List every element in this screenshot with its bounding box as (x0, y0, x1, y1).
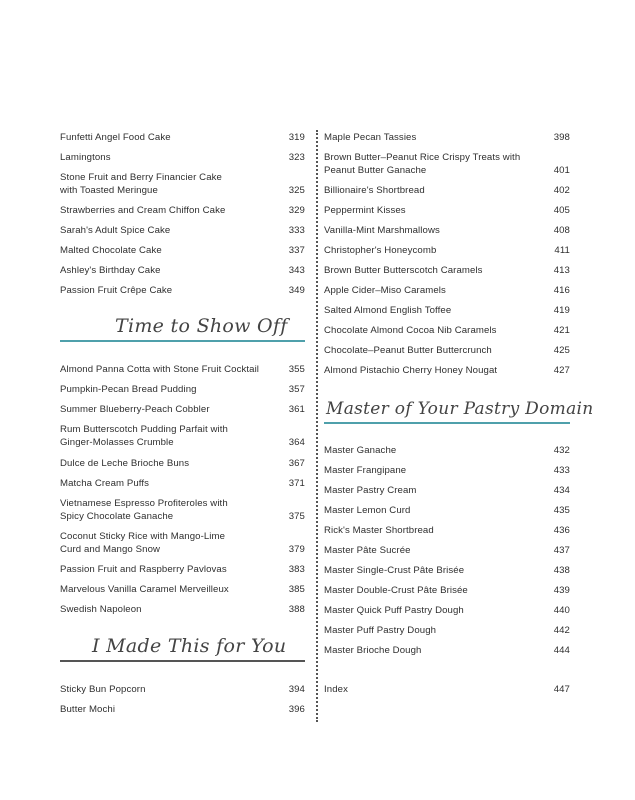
entry-title: Rum Butterscotch Pudding Parfait with Ginger-Molasses Crumble (60, 424, 228, 448)
entry-page: 436 (553, 525, 570, 536)
entry-title: Funfetti Angel Food Cake (60, 132, 171, 143)
entry-page: 433 (553, 465, 570, 476)
toc-entry[interactable] (324, 204, 570, 217)
section-heading (60, 628, 305, 662)
heading-underline (60, 340, 305, 342)
entry-page: 411 (554, 245, 570, 256)
entry-page: 396 (288, 704, 305, 715)
entry-title: Apple Cider–Miso Caramels (324, 285, 446, 296)
entry-page: 349 (288, 285, 305, 296)
entry-title: Master Double-Crust Pâte Brisée (324, 585, 468, 596)
entry-title: Lamingtons (60, 152, 111, 163)
entry-title: Brown Butter Butterscotch Caramels (324, 265, 483, 276)
entry-page: 435 (553, 505, 570, 516)
entry-title: Butter Mochi (60, 704, 116, 715)
toc-entry[interactable] (324, 584, 570, 597)
entry-title: Peppermint Kisses (324, 205, 406, 216)
section-heading (60, 308, 305, 342)
toc-entry[interactable] (60, 224, 305, 237)
entry-title: Christopher's Honeycomb (324, 245, 437, 256)
entry-title: Vietnamese Espresso Profiteroles with Spicy Chocolate Ganache (60, 498, 228, 522)
entry-title: Almond Pistachio Cherry Honey Nougat (324, 365, 498, 376)
entry-title: Summer Blueberry-Peach Cobbler (60, 404, 210, 415)
entry-page: 398 (553, 132, 570, 143)
toc-entry[interactable] (324, 264, 570, 277)
entry-page: 364 (288, 437, 305, 448)
entry-page: 371 (288, 478, 305, 489)
toc-entry[interactable] (60, 683, 305, 696)
entry-title: Sarah's Adult Spice Cake (60, 225, 171, 236)
toc-entry[interactable] (60, 284, 305, 297)
toc-entry[interactable] (324, 624, 570, 637)
entry-page: 379 (288, 544, 305, 555)
toc-entry[interactable] (324, 151, 570, 177)
section-heading (324, 390, 594, 424)
entry-title: Malted Chocolate Cake (60, 245, 162, 256)
entry-page: 408 (553, 225, 570, 236)
toc-entry[interactable] (324, 364, 570, 377)
entry-title: Vanilla-Mint Marshmallows (324, 225, 440, 236)
entry-page: 323 (288, 152, 305, 163)
column-divider (316, 130, 318, 722)
entry-title: Passion Fruit Crêpe Cake (60, 285, 173, 296)
entry-page: 383 (288, 564, 305, 575)
toc-entry[interactable] (60, 563, 305, 576)
toc-entry[interactable] (60, 171, 305, 197)
toc-entry[interactable] (324, 464, 570, 477)
toc-entry[interactable] (60, 477, 305, 490)
entry-title: Matcha Cream Puffs (60, 478, 150, 489)
section-heading-text: Time to Show Off (115, 315, 288, 337)
toc-entry[interactable] (324, 604, 570, 617)
toc-entry[interactable] (60, 530, 305, 556)
toc-entry[interactable] (324, 324, 570, 337)
entry-title: Dulce de Leche Brioche Buns (60, 458, 190, 469)
toc-entry[interactable] (324, 544, 570, 557)
toc-entry[interactable] (324, 224, 570, 237)
entry-title: Passion Fruit and Raspberry Pavlovas (60, 564, 227, 575)
entry-title: Maple Pecan Tassies (324, 132, 417, 143)
entry-page: 375 (288, 511, 305, 522)
entry-title: Billionaire's Shortbread (324, 185, 425, 196)
entry-page: 333 (288, 225, 305, 236)
toc-entry[interactable] (324, 504, 570, 517)
toc-entry[interactable] (60, 244, 305, 257)
entry-title: Almond Panna Cotta with Stone Fruit Cocktail (60, 364, 260, 375)
entry-title: Index (324, 684, 348, 695)
entry-page: 427 (553, 365, 570, 376)
toc-entry[interactable] (60, 423, 305, 449)
heading-underline (60, 660, 305, 662)
entry-title: Master Single-Crust Pâte Brisée (324, 565, 465, 576)
toc-entry[interactable] (324, 524, 570, 537)
toc-entry[interactable] (324, 444, 570, 457)
toc-entry[interactable] (60, 151, 305, 164)
entry-page: 438 (553, 565, 570, 576)
entry-page: 394 (288, 684, 305, 695)
toc-entry[interactable] (324, 683, 570, 696)
entry-title: Swedish Napoleon (60, 604, 142, 615)
toc-entry[interactable] (60, 264, 305, 277)
entry-page: 329 (288, 205, 305, 216)
toc-entry[interactable] (324, 344, 570, 357)
entry-title: Rick's Master Shortbread (324, 525, 434, 536)
toc-entry[interactable] (60, 457, 305, 470)
toc-entry[interactable] (60, 583, 305, 596)
entry-page: 425 (553, 345, 570, 356)
entry-title: Master Pâte Sucrée (324, 545, 411, 556)
entry-page: 432 (553, 445, 570, 456)
entry-page: 444 (553, 645, 570, 656)
entry-page: 416 (553, 285, 570, 296)
entry-page: 357 (288, 384, 305, 395)
entry-page: 405 (553, 205, 570, 216)
entry-title: Chocolate Almond Cocoa Nib Caramels (324, 325, 497, 336)
heading-underline (324, 422, 570, 424)
section-heading-text: Master of Your Pastry Domain (326, 399, 594, 419)
entry-title: Sticky Bun Popcorn (60, 684, 146, 695)
entry-title: Strawberries and Cream Chiffon Cake (60, 205, 226, 216)
entry-title: Master Frangipane (324, 465, 407, 476)
entry-page: 447 (553, 684, 570, 695)
toc-entry[interactable] (60, 703, 305, 716)
entry-page: 355 (288, 364, 305, 375)
entry-title: Master Brioche Dough (324, 645, 422, 656)
toc-entry[interactable] (324, 284, 570, 297)
entry-title: Master Ganache (324, 445, 397, 456)
toc-entry[interactable] (60, 497, 305, 523)
entry-page: 402 (553, 185, 570, 196)
entry-title: Stone Fruit and Berry Financier Cake with Toasted Meringue (60, 172, 222, 196)
toc-entry[interactable] (324, 644, 570, 657)
entry-page: 325 (288, 185, 305, 196)
entry-title: Master Puff Pastry Dough (324, 625, 437, 636)
entry-title: Ashley's Birthday Cake (60, 265, 161, 276)
entry-title: Master Quick Puff Pastry Dough (324, 605, 464, 616)
entry-title: Pumpkin-Pecan Bread Pudding (60, 384, 197, 395)
toc-entry[interactable] (60, 363, 305, 376)
toc-entry[interactable] (324, 564, 570, 577)
entry-page: 419 (553, 305, 570, 316)
toc-entry[interactable] (60, 204, 305, 217)
toc-entry[interactable] (324, 304, 570, 317)
entry-page: 361 (288, 404, 305, 415)
entry-title: Chocolate–Peanut Butter Buttercrunch (324, 345, 492, 356)
toc-entry[interactable] (60, 403, 305, 416)
entry-page: 439 (553, 585, 570, 596)
entry-page: 388 (288, 604, 305, 615)
entry-page: 437 (553, 545, 570, 556)
section-heading-text: I Made This for You (92, 635, 287, 657)
entry-page: 367 (288, 458, 305, 469)
toc-entry[interactable] (60, 603, 305, 616)
toc-entry[interactable] (324, 184, 570, 197)
entry-page: 421 (553, 325, 570, 336)
entry-page: 440 (553, 605, 570, 616)
toc-entry[interactable] (60, 131, 305, 144)
entry-title: Brown Butter–Peanut Rice Crispy Treats with Peanut Butter Ganache (324, 152, 521, 176)
entry-page: 442 (553, 625, 570, 636)
entry-page: 401 (553, 165, 570, 176)
entry-page: 319 (288, 132, 305, 143)
entry-title: Master Pastry Cream (324, 485, 417, 496)
entry-title: Marvelous Vanilla Caramel Merveilleux (60, 584, 229, 595)
toc-entry[interactable] (324, 244, 570, 257)
entry-page: 385 (288, 584, 305, 595)
entry-page: 343 (288, 265, 305, 276)
entry-page: 434 (553, 485, 570, 496)
entry-page: 337 (288, 245, 305, 256)
entry-title: Salted Almond English Toffee (324, 305, 452, 316)
toc-entry[interactable] (60, 383, 305, 396)
entry-title: Master Lemon Curd (324, 505, 411, 516)
toc-entry[interactable] (324, 131, 570, 144)
entry-page: 413 (553, 265, 570, 276)
entry-title: Coconut Sticky Rice with Mango-Lime Curd and Mango Snow (60, 531, 226, 555)
toc-entry[interactable] (324, 484, 570, 497)
